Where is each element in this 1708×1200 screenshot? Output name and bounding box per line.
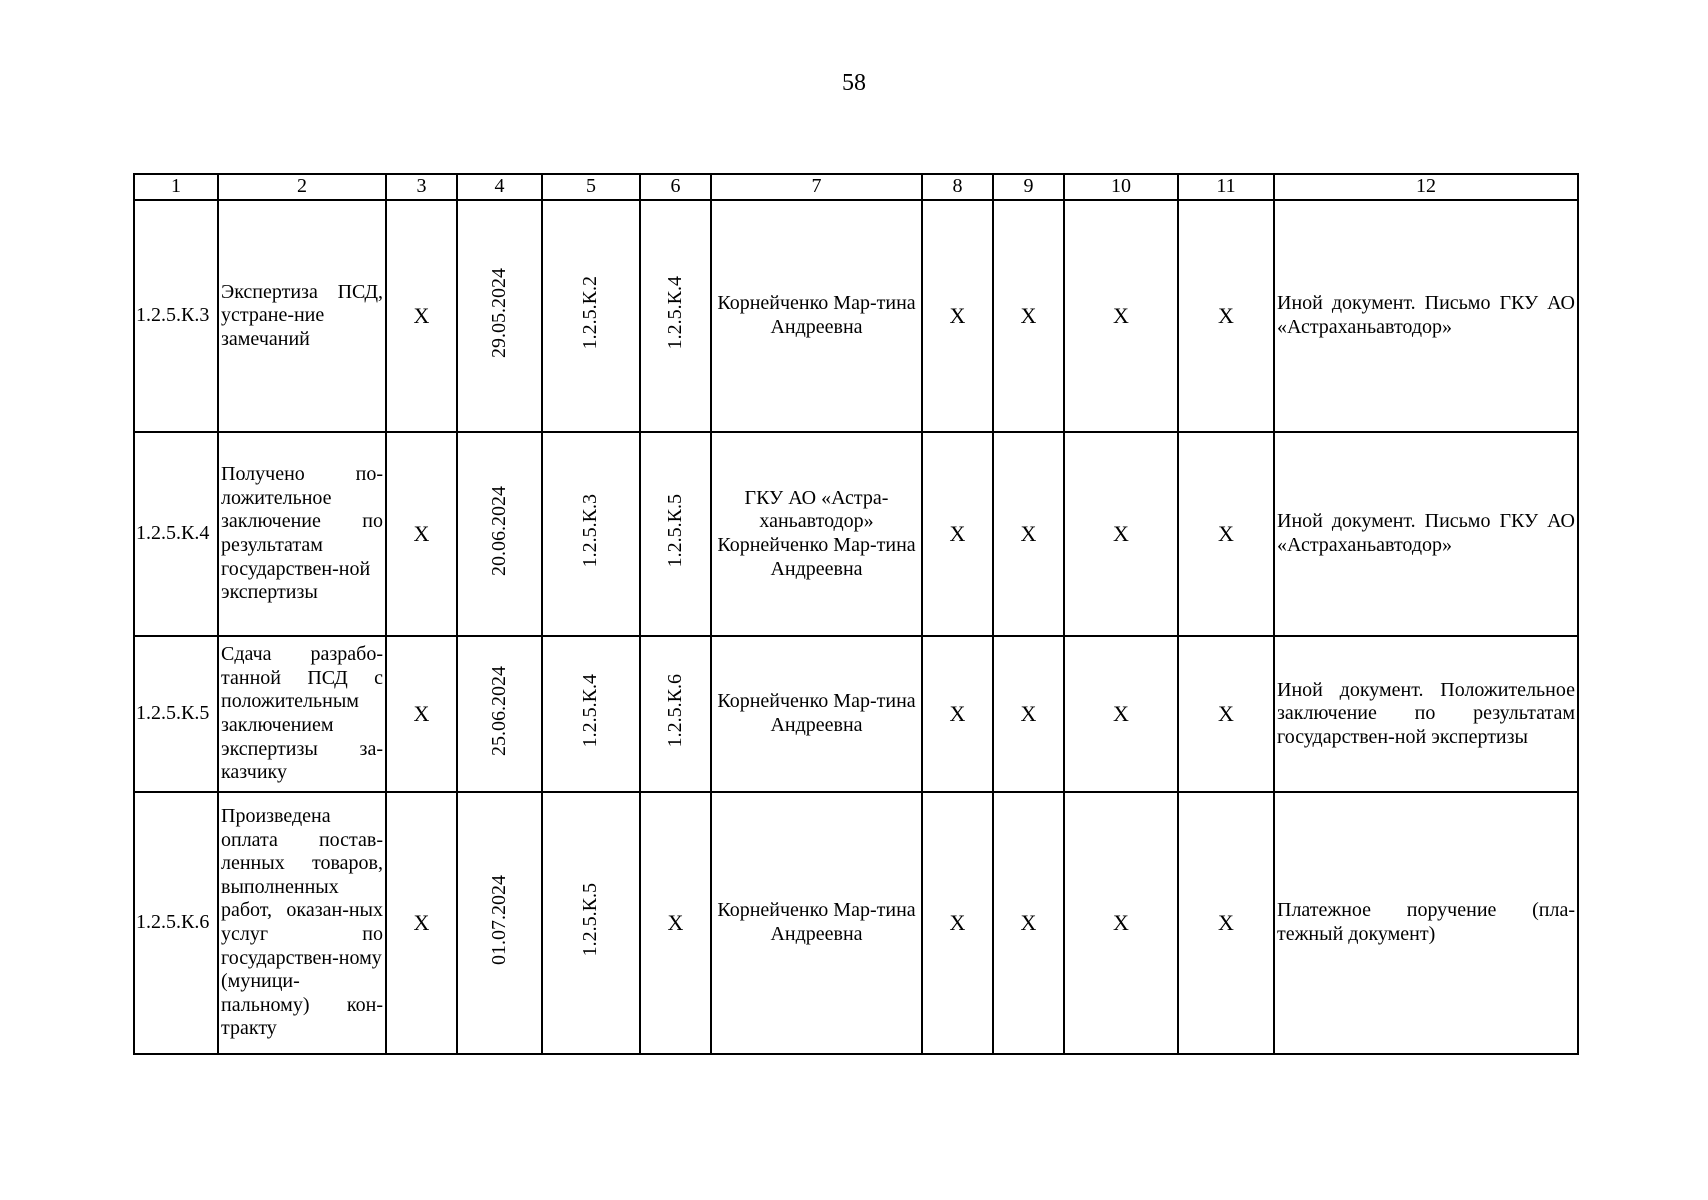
row-col11-value: X	[1178, 432, 1274, 636]
col-header-7: 7	[711, 174, 922, 200]
row-successor: 1.2.5.К.6	[663, 674, 686, 748]
row-responsible: ГКУ АО «Астра-ханьавтодор» Корнейченко Мар-тина Андреевна	[711, 432, 922, 636]
col-header-1: 1	[134, 174, 218, 200]
row-successor: 1.2.5.К.5	[663, 494, 686, 568]
row-responsible: Корнейченко Мар-тина Андреевна	[711, 200, 922, 432]
row-col8-value: X	[922, 200, 993, 432]
col-header-6: 6	[640, 174, 711, 200]
col-header-8: 8	[922, 174, 993, 200]
col-header-10: 10	[1064, 174, 1178, 200]
row-document: Иной документ. Положительное заключение по результатам государствен-ной экспертизы	[1274, 636, 1578, 792]
col-header-2: 2	[218, 174, 386, 200]
row-col10-value: X	[1064, 792, 1178, 1054]
row-successor: X	[640, 792, 711, 1054]
row-col9-value: X	[993, 636, 1064, 792]
table-row	[134, 792, 1578, 1054]
col-header-5: 5	[542, 174, 640, 200]
row-col8-value: X	[922, 636, 993, 792]
col-header-11: 11	[1178, 174, 1274, 200]
table-row	[134, 636, 1578, 792]
row-event-name: Сдача разрабо-танной ПСД с положительным заключением экспертизы за-казчику	[218, 636, 386, 792]
control-points-table	[133, 173, 1579, 1055]
col-header-3: 3	[386, 174, 457, 200]
row-successor: 1.2.5.К.4	[663, 276, 686, 350]
row-col11-value: X	[1178, 200, 1274, 432]
row-responsible: Корнейченко Мар-тина Андреевна	[711, 636, 922, 792]
header-row	[134, 174, 1578, 200]
row-predecessor: 1.2.5.К.2	[579, 276, 602, 350]
row-date: 25.06.2024	[487, 665, 510, 756]
row-date: 29.05.2024	[487, 267, 510, 358]
page-number: 58	[842, 70, 866, 96]
row-col10-value: X	[1064, 200, 1178, 432]
row-code: 1.2.5.К.4	[134, 432, 218, 636]
row-col3-value: X	[386, 200, 457, 432]
row-col8-value: X	[922, 432, 993, 636]
row-event-name: Получено по-ложительное заключение по результатам государствен-ной экспертизы	[218, 432, 386, 636]
row-col3-value: X	[386, 432, 457, 636]
row-col11-value: X	[1178, 636, 1274, 792]
row-col9-value: X	[993, 432, 1064, 636]
row-col8-value: X	[922, 792, 993, 1054]
row-event-name: Экспертиза ПСД, устране-ние замечаний	[218, 200, 386, 432]
row-document: Иной документ. Письмо ГКУ АО «Астраханьавтодор»	[1274, 432, 1578, 636]
row-col10-value: X	[1064, 636, 1178, 792]
row-col3-value: X	[386, 792, 457, 1054]
row-document: Иной документ. Письмо ГКУ АО «Астраханьавтодор»	[1274, 200, 1578, 432]
row-col11-value: X	[1178, 792, 1274, 1054]
row-code: 1.2.5.К.5	[134, 636, 218, 792]
col-header-12: 12	[1274, 174, 1578, 200]
col-header-4: 4	[457, 174, 542, 200]
row-predecessor: 1.2.5.К.3	[579, 494, 602, 568]
row-date: 20.06.2024	[487, 485, 510, 576]
table-row	[134, 432, 1578, 636]
row-predecessor: 1.2.5.К.5	[579, 883, 602, 957]
row-col9-value: X	[993, 792, 1064, 1054]
table-row	[134, 200, 1578, 432]
row-responsible: Корнейченко Мар-тина Андреевна	[711, 792, 922, 1054]
row-col10-value: X	[1064, 432, 1178, 636]
row-col3-value: X	[386, 636, 457, 792]
row-code: 1.2.5.К.6	[134, 792, 218, 1054]
row-col9-value: X	[993, 200, 1064, 432]
col-header-9: 9	[993, 174, 1064, 200]
row-code: 1.2.5.К.3	[134, 200, 218, 432]
row-date: 01.07.2024	[487, 874, 510, 965]
row-event-name: Произведена оплата постав-ленных товаров, выполненных работ, оказан-ных услуг по государствен-ному (муници-пальному) кон-тракту	[218, 792, 386, 1054]
row-predecessor: 1.2.5.К.4	[579, 674, 602, 748]
row-document: Платежное поручение (пла-тежный документ)	[1274, 792, 1578, 1054]
